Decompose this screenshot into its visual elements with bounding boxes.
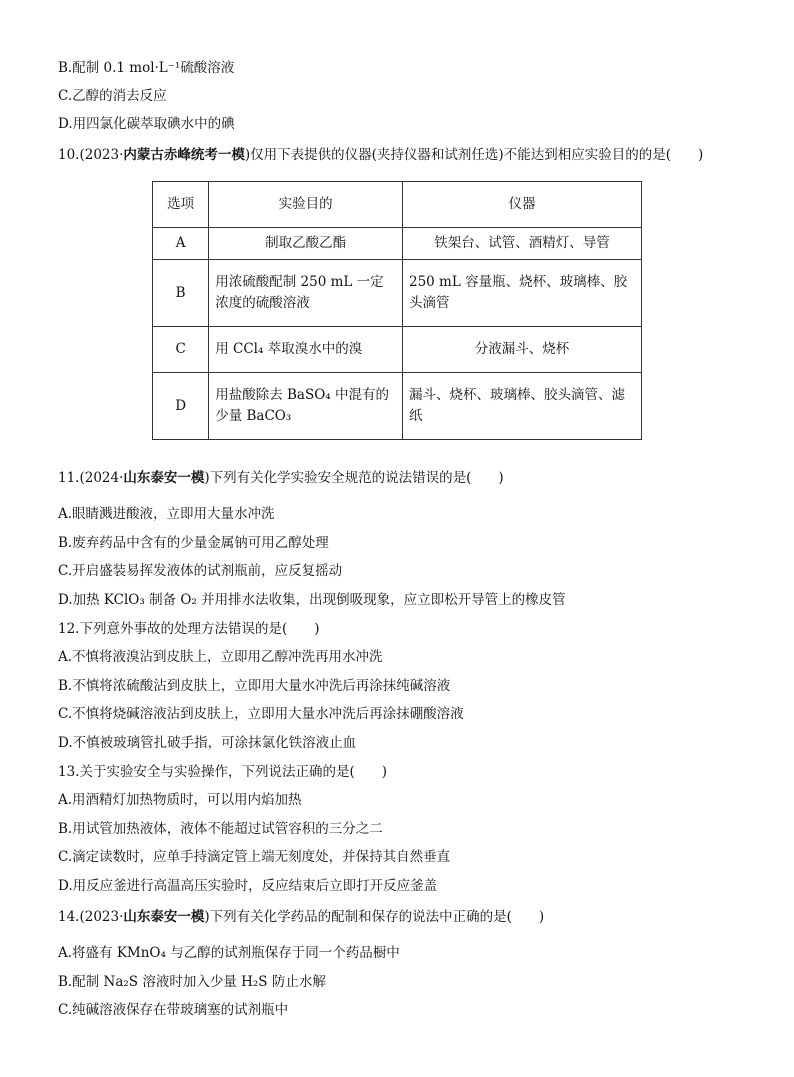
q11-option-a: A.眼睛溅进酸液，立即用大量水冲洗 [58,506,275,522]
row-goal: 用浓硫酸配制 250 mL 一定浓度的硫酸溶液 [209,260,403,327]
q10-prefix: 10.(2023· [58,147,124,163]
table-row [153,373,642,440]
q13-option-d: D.用反应釜进行高温高压实验时，反应结束后立即打开反应釜盖 [58,878,438,894]
row-key: B [153,260,209,327]
q14-text: )下列有关化学药品的配制和保存的说法中正确的是( ) [204,909,545,925]
q10-table [152,181,642,440]
q11-stem [58,468,504,488]
q9-option-b: B.配制 0.1 mol·L⁻¹硫酸溶液 [58,60,235,76]
q11-option-d: D.加热 KClO₃ 制备 O₂ 并用排水法收集，出现倒吸现象，应立即松开导管上的橡皮管 [58,592,566,608]
q9-option-c: C.乙醇的消去反应 [58,88,167,104]
q14-option-a: A.将盛有 KMnO₄ 与乙醇的试剂瓶保存于同一个药品橱中 [58,945,400,961]
q10-stem [58,145,703,165]
q11-prefix: 11.(2024· [58,470,124,486]
q14-option-c: C.纯碱溶液保存在带玻璃塞的试剂瓶中 [58,1002,289,1018]
table-row [153,228,642,260]
table-header-row [153,182,642,228]
q11-option-c: C.开启盛装易挥发液体的试剂瓶前，应反复摇动 [58,563,343,579]
q9-option-d: D.用四氯化碳萃取碘水中的碘 [58,116,235,132]
table-row [153,327,642,373]
q11-text: )下列有关化学实验安全规范的说法错误的是( ) [204,470,504,486]
row-key: A [153,228,209,260]
q14-stem [58,907,544,927]
q13-stem: 13.关于实验安全与实验操作，下列说法正确的是( ) [58,764,388,780]
q14-option-b: B.配制 Na₂S 溶液时加入少量 H₂S 防止水解 [58,974,326,990]
row-instrument: 分液漏斗、烧杯 [403,327,642,373]
q14-source: 山东泰安一模 [123,909,205,925]
q14-prefix: 14.(2023· [58,909,124,925]
table-header-goal: 实验目的 [209,182,403,228]
q12-option-b: B.不慎将浓硫酸沾到皮肤上，立即用大量水冲洗后再涂抹纯碱溶液 [58,678,451,694]
q12-option-c: C.不慎将烧碱溶液沾到皮肤上，立即用大量水冲洗后再涂抹硼酸溶液 [58,706,464,722]
table-header-key: 选项 [153,182,209,228]
row-instrument: 漏斗、烧杯、玻璃棒、胶头滴管、滤纸 [403,373,642,440]
row-key: C [153,327,209,373]
q12-option-d: D.不慎被玻璃管扎破手指，可涂抹氯化铁溶液止血 [58,735,357,751]
row-instrument: 铁架台、试管、酒精灯、导管 [403,228,642,260]
table-row [153,260,642,327]
row-key: D [153,373,209,440]
row-goal: 用 CCl₄ 萃取溴水中的溴 [209,327,403,373]
q13-option-a: A.用酒精灯加热物质时，可以用内焰加热 [58,792,302,808]
row-instrument: 250 mL 容量瓶、烧杯、玻璃棒、胶头滴管 [403,260,642,327]
table-header-instrument: 仪器 [403,182,642,228]
q13-option-b: B.用试管加热液体，液体不能超过试管容积的三分之二 [58,821,383,837]
row-goal: 用盐酸除去 BaSO₄ 中混有的少量 BaCO₃ [209,373,403,440]
q10-text: )仅用下表提供的仪器(夹持仪器和试剂任选)不能达到相应实验目的的是( ) [244,147,704,163]
q11-option-b: B.废弃药品中含有的少量金属钠可用乙醇处理 [58,535,329,551]
q12-stem: 12.下列意外事故的处理方法错误的是( ) [58,621,320,637]
q12-option-a: A.不慎将液溴沾到皮肤上，立即用乙醇冲洗再用水冲洗 [58,649,383,665]
q10-source: 内蒙古赤峰统考一模 [123,147,245,163]
q11-source: 山东泰安一模 [123,470,205,486]
row-goal: 制取乙酸乙酯 [209,228,403,260]
q13-option-c: C.滴定读数时，应单手持滴定管上端无刻度处，并保持其自然垂直 [58,849,451,865]
